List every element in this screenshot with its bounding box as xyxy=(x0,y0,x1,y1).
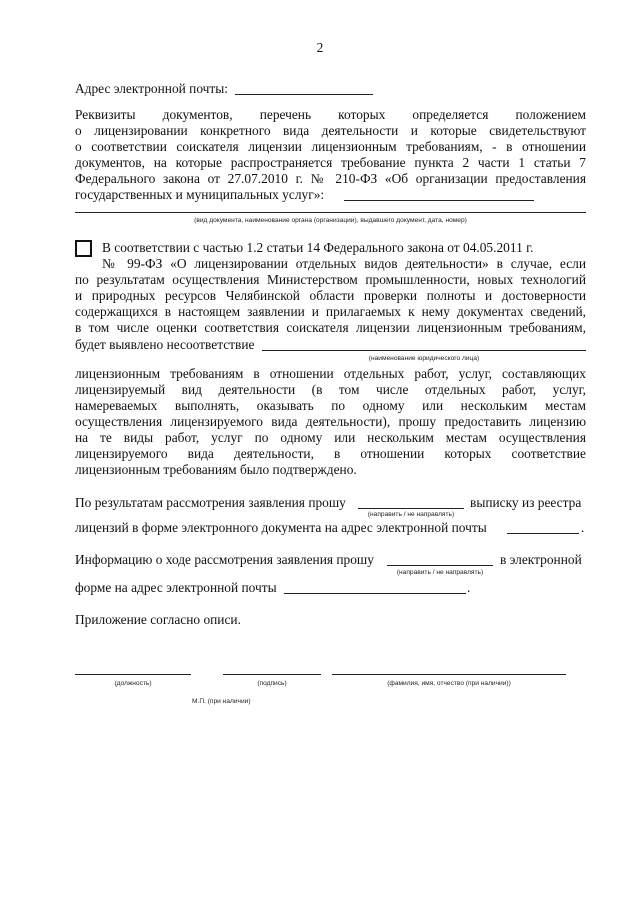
extract-caption: (направить / не направлять) xyxy=(367,511,455,518)
page-number: 2 xyxy=(316,40,324,55)
full-name-field[interactable] xyxy=(332,674,566,675)
text-line: осуществления лицензируемого вида деятельности), прошу предоставить лицензию xyxy=(75,414,586,429)
requisites-paragraph xyxy=(75,107,586,187)
text-line: лицензируемого вида деятельности, в отношении которых соответствие xyxy=(75,446,586,461)
info-caption: (направить / не направлять) xyxy=(396,569,484,576)
info-email-field[interactable] xyxy=(284,593,466,594)
position-caption: (должность) xyxy=(114,680,152,687)
requisites-caption: (вид документа, наименование органа (организации), выдавшего документ, дата, номер) xyxy=(194,217,467,224)
text-line: и природных ресурсов Челябинской области проверки полноты и достоверности xyxy=(75,288,586,303)
stamp-note: М.П. (при наличии) xyxy=(192,698,251,705)
extract-suffix: выписку из реестра xyxy=(470,495,582,510)
extract-choice-field[interactable] xyxy=(358,508,464,509)
email-field[interactable] xyxy=(235,94,373,95)
requisites-field[interactable] xyxy=(75,212,586,213)
email-label: Адрес электронной почты: xyxy=(75,81,228,96)
info-suffix: в электронной xyxy=(500,552,582,567)
extract-line2: лицензий в форме электронного документа на адрес электронной почты xyxy=(75,520,487,535)
extract-email-field[interactable] xyxy=(507,533,579,534)
requisites-last-line: государственных и муниципальных услуг»: xyxy=(75,187,325,202)
info-line2: форме на адрес электронной почты xyxy=(75,580,277,595)
text-line: лицензионным требованиям в отношении отдельных работ, услуг, составляющих xyxy=(75,366,586,381)
info-choice-field[interactable] xyxy=(387,565,493,566)
attachment-note: Приложение согласно описи. xyxy=(75,612,241,627)
text-line: по результатам осуществления Министерством промышленности, новых технологий xyxy=(75,272,586,287)
text-line: № 99-ФЗ «О лицензировании отдельных видов деятельности» в случае, если xyxy=(102,256,586,271)
text-line: содержащихся в настоящем заявлении и прилагаемых к нему документах сведений, xyxy=(75,304,586,319)
text-line: В соответствии с частью 1.2 статьи 14 Федерального закона от 04.05.2011 г. xyxy=(102,240,534,255)
text-line: Реквизиты документов, перечень которых определяется положением xyxy=(75,107,586,122)
legal-entity-field[interactable] xyxy=(262,350,586,351)
period-mark: . xyxy=(467,580,471,595)
info-prefix: Информацию о ходе рассмотрения заявления прошу xyxy=(75,552,374,567)
position-field[interactable] xyxy=(75,674,191,675)
text-line: лицензионным требованиям было подтверждено. xyxy=(75,462,357,477)
full-name-caption: (фамилия, имя, отчество (при наличии)) xyxy=(387,680,511,687)
discrepancy-label: будет выявлено несоответствие xyxy=(75,337,255,352)
text-line: на те виды работ, услуг по одному или нескольким местам осуществления xyxy=(75,430,586,445)
text-line: Федерального закона от 27.07.2010 г. № 210-ФЗ «Об организации предоставления xyxy=(75,171,586,186)
period-mark: . xyxy=(581,520,585,535)
text-line: документов, на которые распространяется требование пункта 2 части 1 статьи 7 xyxy=(75,155,586,170)
text-line: в том числе оценки соответствия соискателя лицензии лицензионным требованиям, xyxy=(75,320,586,335)
signature-field[interactable] xyxy=(223,674,321,675)
extract-prefix: По результатам рассмотрения заявления прошу xyxy=(75,495,346,510)
text-line: намереваемых выполнять, оказывать по одному или нескольким местам xyxy=(75,398,586,413)
text-line: о соответствии соискателя лицензии лицензионным требованиям, - в отношении xyxy=(75,139,586,154)
legal-entity-caption: (наименование юридического лица) xyxy=(368,355,480,362)
checkbox-paragraph xyxy=(75,240,586,336)
requisites-field-inline[interactable] xyxy=(344,200,534,201)
text-line: лицензируемый вид деятельности (в том числе отдельных работ, услуг, xyxy=(75,382,586,397)
signature-caption: (подпись) xyxy=(257,680,287,687)
text-line: о лицензировании конкретного вида деятельности и которые свидетельствуют xyxy=(75,123,586,138)
continuation-paragraph xyxy=(75,366,586,478)
